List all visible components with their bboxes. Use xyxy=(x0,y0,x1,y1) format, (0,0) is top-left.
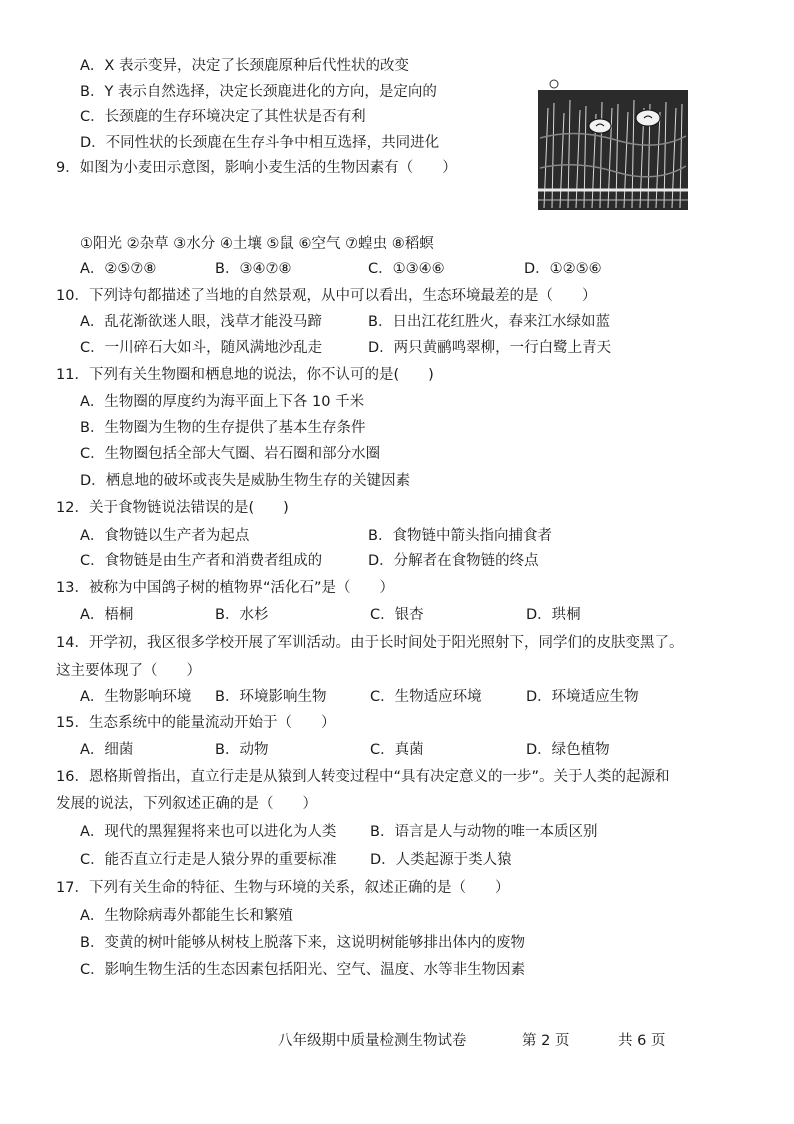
q15-option-d: D．绿色植物 xyxy=(526,742,610,758)
q15-option-a: A．细菌 xyxy=(80,742,134,758)
q16-stem-line2: 发展的说法，下列叙述正确的是（ ） xyxy=(56,796,317,812)
q11-option-d: D．栖息地的破坏或丧失是威胁生物生存的关键因素 xyxy=(80,473,411,489)
q17-option-a: A．生物除病毒外都能生长和繁殖 xyxy=(80,908,293,924)
q13-stem: 13．被称为中国鸽子树的植物界“活化石”是（ ） xyxy=(56,580,394,596)
q16-options-row2 xyxy=(80,851,720,869)
q13-option-b: B．水杉 xyxy=(215,607,269,623)
q9-factors: ①阳光 ②杂草 ③水分 ④土壤 ⑤鼠 ⑥空气 ⑦蝗虫 ⑧稻螟 xyxy=(80,236,434,252)
q15-option-b: B．动物 xyxy=(215,742,269,758)
q9-option-b: B．③④⑦⑧ xyxy=(215,261,292,277)
q9-options xyxy=(80,260,680,278)
q12-option-c: C．食物链是由生产者和消费者组成的 xyxy=(80,553,323,569)
q11-stem: 11．下列有关生物圈和栖息地的说法，你不认可的是( ) xyxy=(56,367,434,383)
q15-options xyxy=(80,741,700,759)
q9-option-a: A．②⑤⑦⑧ xyxy=(80,261,157,277)
q8-option-d: D．不同性状的长颈鹿在生存斗争中相互选择，共同进化 xyxy=(80,135,440,151)
q12-stem: 12．关于食物链说法错误的是( ) xyxy=(56,500,289,516)
q10-option-d: D．两只黄鹂鸣翠柳，一行白鹭上青天 xyxy=(368,340,612,356)
q12-option-a: A．食物链以生产者为起点 xyxy=(80,528,250,544)
q14-options xyxy=(80,688,700,706)
wheat-field-icon xyxy=(536,78,690,218)
q9-option-d: D．①②⑤⑥ xyxy=(524,261,602,277)
q8-option-c: C．长颈鹿的生存环境决定了其性状是否有利 xyxy=(80,109,366,125)
q14-stem-line1: 14．开学初，我区很多学校开展了军训活动。由于长时间处于阳光照射下，同学们的皮肤变黑了。 xyxy=(56,635,684,651)
q14-option-c: C．生物适应环境 xyxy=(370,689,482,705)
q13-option-d: D．珙桐 xyxy=(526,607,581,623)
q15-stem: 15．生态系统中的能量流动开始于（ ） xyxy=(56,715,336,731)
q14-option-b: B．环境影响生物 xyxy=(215,689,327,705)
q10-option-c: C．一川碎石大如斗，随风满地沙乱走 xyxy=(80,340,323,356)
q17-stem: 17．下列有关生命的特征、生物与环境的关系，叙述正确的是（ ） xyxy=(56,880,510,896)
q14-option-d: D．环境适应生物 xyxy=(526,689,639,705)
q10-stem: 10．下列诗句都描述了当地的自然景观，从中可以看出，生态环境最差的是（ ） xyxy=(56,288,597,304)
q16-option-a: A．现代的黑猩猩将来也可以进化为人类 xyxy=(80,824,337,840)
q12-option-d: D．分解者在食物链的终点 xyxy=(368,553,539,569)
q10-options-row1 xyxy=(80,313,720,331)
q16-option-c: C．能否直立行走是人猿分界的重要标准 xyxy=(80,852,337,868)
q10-options-row2 xyxy=(80,339,720,357)
q11-option-c: C．生物圈包括全部大气圈、岩石圈和部分水圈 xyxy=(80,446,381,462)
page-number: 第 2 页 xyxy=(522,1033,570,1049)
q8-option-a: A．X 表示变异，决定了长颈鹿原种后代性状的改变 xyxy=(80,58,409,74)
q10-option-a: A．乱花渐欲迷人眼，浅草才能没马蹄 xyxy=(80,314,322,330)
q17-option-c: C．影响生物生活的生态因素包括阳光、空气、温度、水等非生物因素 xyxy=(80,962,526,978)
q16-options-row1 xyxy=(80,823,720,841)
q14-option-a: A．生物影响环境 xyxy=(80,689,192,705)
q14-stem-line2: 这主要体现了（ ） xyxy=(56,663,201,679)
page-footer xyxy=(278,1031,698,1051)
q17-option-b: B．变黄的树叶能够从树枝上脱落下来，这说明树能够排出体内的废物 xyxy=(80,935,525,951)
q13-option-a: A．梧桐 xyxy=(80,607,134,623)
q9-stem: 9．如图为小麦田示意图，影响小麦生活的生物因素有（ ） xyxy=(56,160,457,176)
exam-title: 八年级期中质量检测生物试卷 xyxy=(278,1033,467,1049)
q16-option-d: D．人类起源于类人猿 xyxy=(370,852,512,868)
q15-option-c: C．真菌 xyxy=(370,742,424,758)
q12-options-row2 xyxy=(80,552,720,570)
q9-option-c: C．①③④⑥ xyxy=(368,261,445,277)
q16-stem-line1: 16．恩格斯曾指出，直立行走是从猿到人转变过程中“具有决定意义的一步”。关于人类的起源和 xyxy=(56,769,670,785)
q13-option-c: C．银杏 xyxy=(370,607,424,623)
q12-option-b: B．食物链中箭头指向捕食者 xyxy=(368,528,552,544)
q16-option-b: B．语言是人与动物的唯一本质区别 xyxy=(370,824,598,840)
wheat-field-illustration xyxy=(536,78,690,218)
q13-options xyxy=(80,606,700,624)
q12-options-row1 xyxy=(80,527,720,545)
q8-option-b: B．Y 表示自然选择，决定长颈鹿进化的方向，是定向的 xyxy=(80,84,437,100)
q10-option-b: B．日出江花红胜火，春来江水绿如蓝 xyxy=(368,314,610,330)
total-pages: 共 6 页 xyxy=(618,1033,666,1049)
q11-option-b: B．生物圈为生物的生存提供了基本生存条件 xyxy=(80,420,366,436)
q11-option-a: A．生物圈的厚度约为海平面上下各 10 千米 xyxy=(80,394,365,410)
